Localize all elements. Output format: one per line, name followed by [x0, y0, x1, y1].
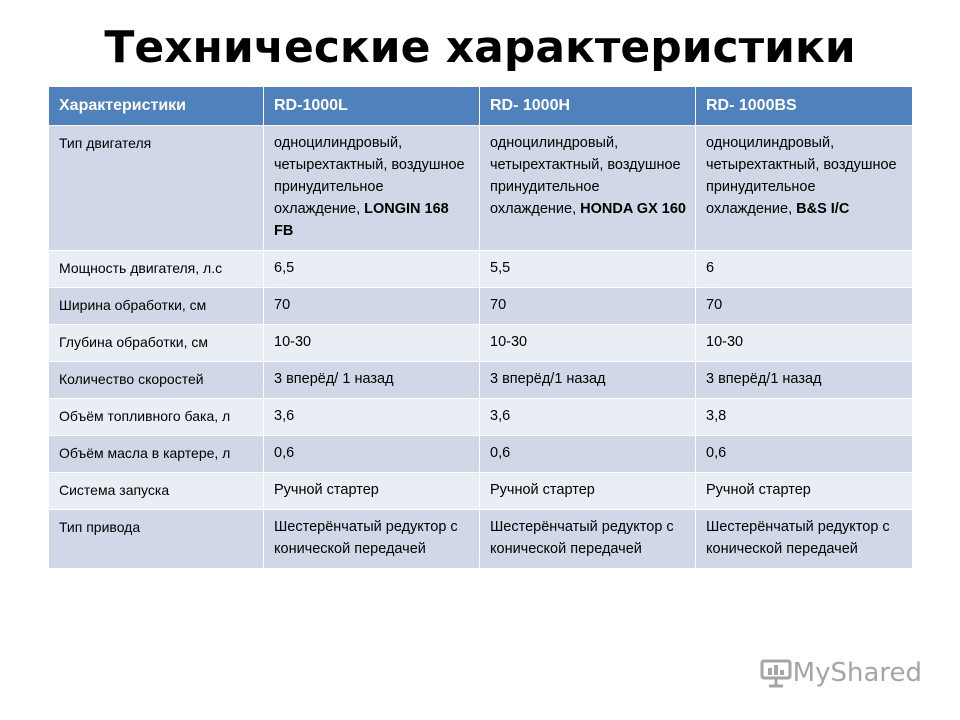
table-cell: 3,6	[480, 399, 696, 436]
table-cell: 0,6	[264, 436, 480, 473]
table-row	[49, 510, 913, 569]
table-row	[49, 288, 913, 325]
cell-text: одноцилиндровый, четырехтактный, воздушное принудительное охлаждение,	[490, 135, 681, 217]
table-cell	[264, 126, 480, 251]
table-cell: 10-30	[264, 325, 480, 362]
row-label: Тип привода	[49, 510, 264, 569]
table-row	[49, 362, 913, 399]
row-label: Мощность двигателя, л.с	[49, 251, 264, 288]
cell-text: одноцилиндровый, четырехтактный, воздушное принудительное охлаждение,	[706, 135, 897, 217]
row-label: Количество скоростей	[49, 362, 264, 399]
table-cell: 70	[264, 288, 480, 325]
table-cell: 3,8	[696, 399, 913, 436]
table-cell: 6,5	[264, 251, 480, 288]
table-cell: 5,5	[480, 251, 696, 288]
table-header-row	[49, 87, 913, 126]
row-label: Объём топливного бака, л	[49, 399, 264, 436]
table-row	[49, 436, 913, 473]
table-cell: 70	[696, 288, 913, 325]
table-cell: 3 вперёд/1 назад	[480, 362, 696, 399]
table-cell: 3 вперёд/1 назад	[696, 362, 913, 399]
row-label: Объём масла в картере, л	[49, 436, 264, 473]
table-cell: 70	[480, 288, 696, 325]
row-label: Система запуска	[49, 473, 264, 510]
cell-engine-model: B&S I/C	[796, 201, 850, 217]
table-row	[49, 399, 913, 436]
table-cell: 3,6	[264, 399, 480, 436]
table-cell: 0,6	[480, 436, 696, 473]
table-cell: Шестерёнчатый редуктор с конической передачей	[480, 510, 696, 569]
table-cell: Шестерёнчатый редуктор с конической передачей	[696, 510, 913, 569]
table-row	[49, 473, 913, 510]
cell-engine-model: HONDA GX 160	[580, 201, 686, 217]
table-cell: 10-30	[480, 325, 696, 362]
table-cell: 10-30	[696, 325, 913, 362]
row-label: Ширина обработки, см	[49, 288, 264, 325]
header-rd-1000l: RD-1000L	[264, 87, 480, 126]
header-characteristics: Характеристики	[49, 87, 264, 126]
header-rd-1000h: RD- 1000H	[480, 87, 696, 126]
table-row	[49, 251, 913, 288]
table-row	[49, 325, 913, 362]
cell-engine-model: LONGIN 168 FB	[274, 201, 449, 239]
specs-table	[48, 86, 913, 569]
table-cell: Шестерёнчатый редуктор с конической передачей	[264, 510, 480, 569]
row-label: Тип двигателя	[49, 126, 264, 251]
watermark	[759, 658, 922, 688]
row-label: Глубина обработки, см	[49, 325, 264, 362]
presentation-icon	[759, 658, 793, 688]
table-cell: 0,6	[696, 436, 913, 473]
table-cell: 6	[696, 251, 913, 288]
table-cell: Ручной стартер	[480, 473, 696, 510]
table-cell: Ручной стартер	[264, 473, 480, 510]
slide-title: Технические характеристики	[104, 22, 856, 73]
table-row	[49, 126, 913, 251]
table-cell: 3 вперёд/ 1 назад	[264, 362, 480, 399]
watermark-text: MyShared	[792, 658, 922, 688]
table-cell	[696, 126, 913, 251]
table-cell	[480, 126, 696, 251]
table-cell: Ручной стартер	[696, 473, 913, 510]
header-rd-1000bs: RD- 1000BS	[696, 87, 913, 126]
cell-text: одноцилиндровый, четырехтактный, воздушное принудительное охлаждение,	[274, 135, 465, 217]
